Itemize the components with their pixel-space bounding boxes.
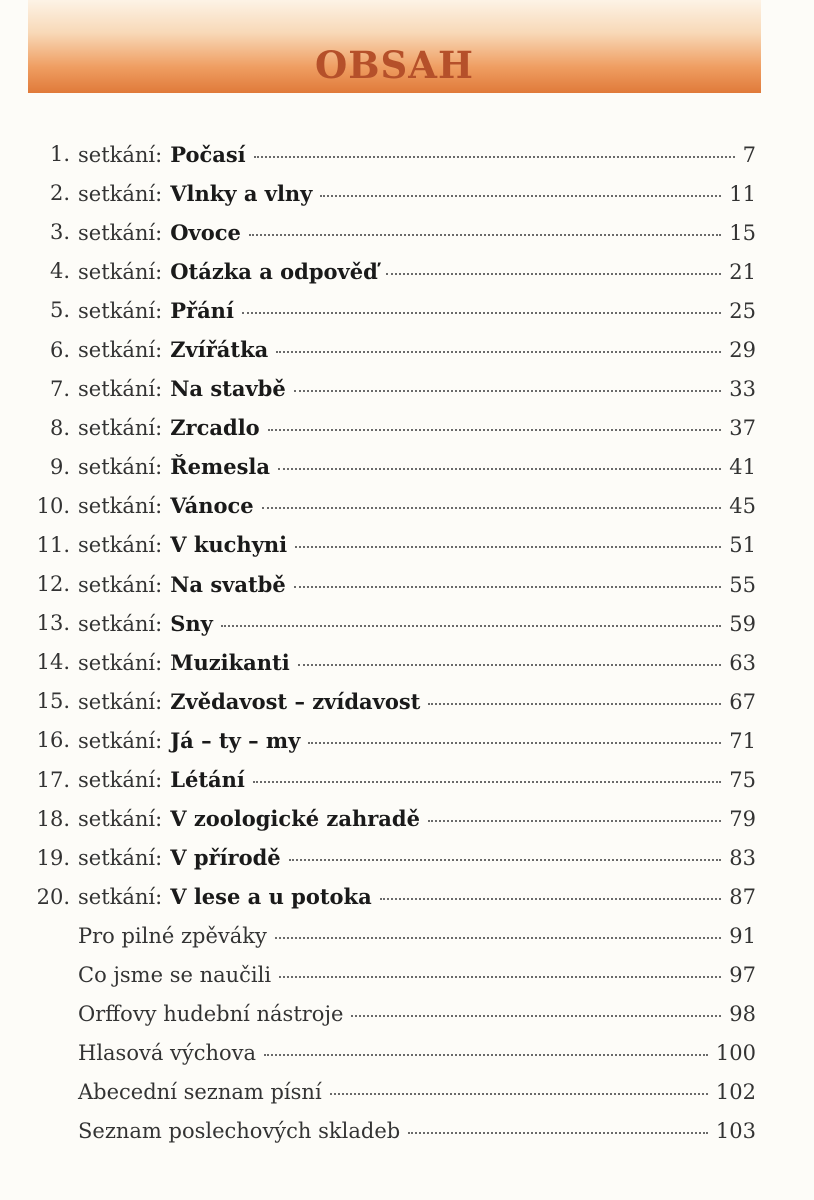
entry-label: Orffovy hudební nástroje [78, 1002, 344, 1027]
entry-page-number: 79 [729, 807, 756, 832]
entry-number: 12. [36, 572, 70, 597]
dot-leader [264, 1054, 708, 1056]
page-title: OBSAH [315, 43, 474, 87]
entry-body [78, 258, 756, 284]
dot-leader [249, 234, 721, 236]
entry-topic: Řemesla [170, 454, 271, 480]
entry-body [78, 456, 756, 478]
entry-number: 17. [36, 767, 70, 792]
entry-number: 19. [36, 845, 70, 870]
entry-page-number: 41 [729, 455, 756, 480]
entry-prefix: setkání: [78, 377, 163, 402]
toc-entry[interactable] [0, 291, 814, 330]
dot-leader [428, 703, 721, 705]
toc-entry[interactable] [0, 174, 814, 213]
dot-leader [254, 156, 735, 158]
entry-number: 1. [49, 142, 70, 167]
entry-topic: Létání [170, 767, 245, 793]
toc-extra-entry[interactable] [0, 1073, 814, 1112]
entry-body [78, 649, 756, 675]
dot-leader [268, 429, 722, 431]
entry-number: 7. [49, 376, 70, 401]
entry-prefix: setkání: [78, 807, 163, 832]
toc-entry[interactable] [0, 135, 814, 174]
toc-entry[interactable] [0, 487, 814, 526]
entry-body [78, 1082, 756, 1103]
toc-extra-entry[interactable] [0, 956, 814, 995]
entry-body [78, 727, 756, 753]
entry-page-number: 7 [742, 142, 756, 167]
dot-leader [408, 1132, 708, 1134]
entry-page-number: 33 [729, 377, 756, 402]
dot-leader [320, 195, 721, 197]
toc-entry[interactable] [0, 800, 814, 839]
entry-topic: Otázka a odpověď [170, 258, 378, 284]
dot-leader [221, 625, 721, 627]
entry-body [78, 571, 756, 597]
entry-number: 5. [49, 298, 70, 323]
entry-number: 11. [36, 532, 70, 557]
entry-body [78, 965, 756, 986]
dot-leader [298, 664, 722, 666]
toc-entry[interactable] [0, 213, 814, 252]
entry-topic: Přání [170, 297, 234, 323]
entry-body [78, 534, 756, 556]
entry-page-number: 51 [729, 533, 756, 558]
entry-prefix: setkání: [78, 494, 163, 519]
table-of-contents [0, 135, 814, 1151]
dot-leader [275, 937, 721, 939]
entry-prefix: setkání: [78, 455, 163, 480]
entry-label: Seznam poslechových skladeb [78, 1119, 401, 1144]
entry-prefix: setkání: [78, 298, 163, 323]
entry-page-number: 15 [729, 220, 756, 245]
entry-page-number: 25 [729, 298, 756, 323]
toc-entry[interactable] [0, 448, 814, 487]
entry-topic: V přírodě [170, 845, 281, 871]
dot-leader [253, 781, 721, 783]
dot-leader [276, 351, 721, 353]
entry-prefix: setkání: [78, 533, 163, 558]
entry-body [78, 886, 756, 908]
toc-extra-entry[interactable] [0, 1034, 814, 1073]
entry-topic: Na svatbě [170, 571, 286, 597]
entry-number: 15. [36, 689, 70, 714]
toc-extra-entry[interactable] [0, 917, 814, 956]
dot-leader [295, 546, 721, 548]
entry-page-number: 45 [729, 494, 756, 519]
toc-entry[interactable] [0, 252, 814, 291]
entry-page-number: 11 [729, 181, 756, 206]
entry-topic: Počasí [170, 141, 246, 167]
toc-entry[interactable] [0, 565, 814, 604]
entry-body [78, 141, 756, 167]
entry-page-number: 98 [729, 1002, 756, 1027]
entry-topic: Sny [170, 610, 213, 636]
toc-entry[interactable] [0, 409, 814, 448]
entry-prefix: setkání: [78, 846, 163, 871]
entry-topic: V kuchyni [170, 532, 288, 558]
entry-prefix: setkání: [78, 650, 163, 675]
entry-body [78, 180, 756, 206]
entry-topic: V lese a u potoka [170, 884, 372, 910]
entry-page-number: 103 [715, 1119, 756, 1144]
entry-page-number: 59 [729, 611, 756, 636]
entry-topic: V zoologické zahradě [170, 806, 420, 832]
entry-body [78, 1043, 756, 1064]
entry-page-number: 55 [729, 572, 756, 597]
dot-leader [330, 1093, 708, 1095]
toc-entry[interactable] [0, 330, 814, 369]
entry-number: 3. [49, 220, 70, 245]
entry-body [78, 219, 756, 245]
entry-prefix: setkání: [78, 885, 163, 910]
toc-entry[interactable] [0, 526, 814, 565]
entry-page-number: 91 [729, 923, 756, 948]
entry-page-number: 67 [729, 689, 756, 714]
dot-leader [380, 898, 722, 900]
dot-leader [386, 273, 722, 275]
entry-body [78, 1121, 756, 1142]
entry-body [78, 1004, 756, 1025]
entry-number: 14. [36, 650, 70, 675]
entry-body [78, 610, 756, 636]
entry-topic: Já – ty – my [170, 727, 301, 753]
entry-number: 8. [49, 415, 70, 440]
entry-label: Abecední seznam písní [78, 1080, 322, 1105]
dot-leader [289, 859, 722, 861]
entry-topic: Ovoce [170, 219, 241, 245]
entry-body [78, 417, 756, 439]
entry-prefix: setkání: [78, 338, 163, 363]
toc-entry[interactable] [0, 643, 814, 682]
entry-page-number: 71 [729, 728, 756, 753]
entry-body [78, 688, 756, 714]
entry-topic: Na stavbě [170, 376, 286, 402]
entry-page-number: 75 [729, 768, 756, 793]
dot-leader [242, 312, 721, 314]
entry-body [78, 339, 756, 361]
toc-entry[interactable] [0, 878, 814, 917]
entry-page-number: 29 [729, 338, 756, 363]
dot-leader [351, 1015, 721, 1017]
entry-body [78, 847, 756, 869]
entry-topic: Muzikanti [170, 649, 290, 675]
entry-prefix: setkání: [78, 611, 163, 636]
entry-page-number: 97 [729, 963, 756, 988]
entry-topic: Zrcadlo [170, 415, 260, 441]
entry-number: 2. [49, 181, 70, 206]
dot-leader [279, 976, 721, 978]
dot-leader [278, 468, 721, 470]
entry-label: Hlasová výchova [78, 1041, 257, 1066]
entry-prefix: setkání: [78, 142, 163, 167]
entry-topic: Zvířátka [170, 337, 269, 363]
toc-entry[interactable] [0, 721, 814, 760]
entry-page-number: 63 [729, 650, 756, 675]
toc-extra-entry[interactable] [0, 995, 814, 1034]
entry-page-number: 83 [729, 846, 756, 871]
entry-prefix: setkání: [78, 728, 163, 753]
entry-body [78, 769, 756, 791]
entry-prefix: setkání: [78, 572, 163, 597]
entry-number: 6. [49, 337, 70, 362]
entry-prefix: setkání: [78, 220, 163, 245]
entry-body [78, 923, 756, 948]
dot-leader [428, 820, 721, 822]
dot-leader [294, 586, 722, 588]
toc-entry[interactable] [0, 604, 814, 643]
entry-topic: Vánoce [170, 493, 254, 519]
title-banner [28, 0, 761, 93]
entry-prefix: setkání: [78, 416, 163, 441]
entry-number: 16. [36, 728, 70, 753]
entry-body [78, 495, 756, 517]
entry-number: 10. [36, 493, 70, 518]
toc-entry[interactable] [0, 839, 814, 878]
entry-number: 20. [36, 884, 70, 909]
entry-number: 9. [49, 454, 70, 479]
entry-number: 18. [36, 806, 70, 831]
dot-leader [294, 390, 722, 392]
entry-page-number: 87 [729, 885, 756, 910]
entry-prefix: setkání: [78, 259, 163, 284]
toc-entry[interactable] [0, 761, 814, 800]
entry-topic: Vlnky a vlny [170, 180, 313, 206]
entry-page-number: 100 [715, 1041, 756, 1066]
entry-label: Pro pilné zpěváky [78, 923, 267, 948]
entry-number: 4. [49, 259, 70, 284]
entry-prefix: setkání: [78, 689, 163, 714]
entry-body [78, 808, 756, 830]
toc-entry[interactable] [0, 682, 814, 721]
entry-page-number: 102 [715, 1080, 756, 1105]
dot-leader [308, 742, 721, 744]
toc-entry[interactable] [0, 370, 814, 409]
entry-page-number: 21 [729, 259, 756, 284]
entry-prefix: setkání: [78, 768, 163, 793]
entry-number: 13. [36, 611, 70, 636]
entry-body [78, 378, 756, 400]
entry-prefix: setkání: [78, 181, 163, 206]
toc-extra-entry[interactable] [0, 1112, 814, 1151]
entry-page-number: 37 [729, 416, 756, 441]
entry-body [78, 297, 756, 323]
entry-label: Co jsme se naučili [78, 963, 272, 988]
entry-topic: Zvědavost – zvídavost [170, 688, 421, 714]
dot-leader [262, 507, 722, 509]
